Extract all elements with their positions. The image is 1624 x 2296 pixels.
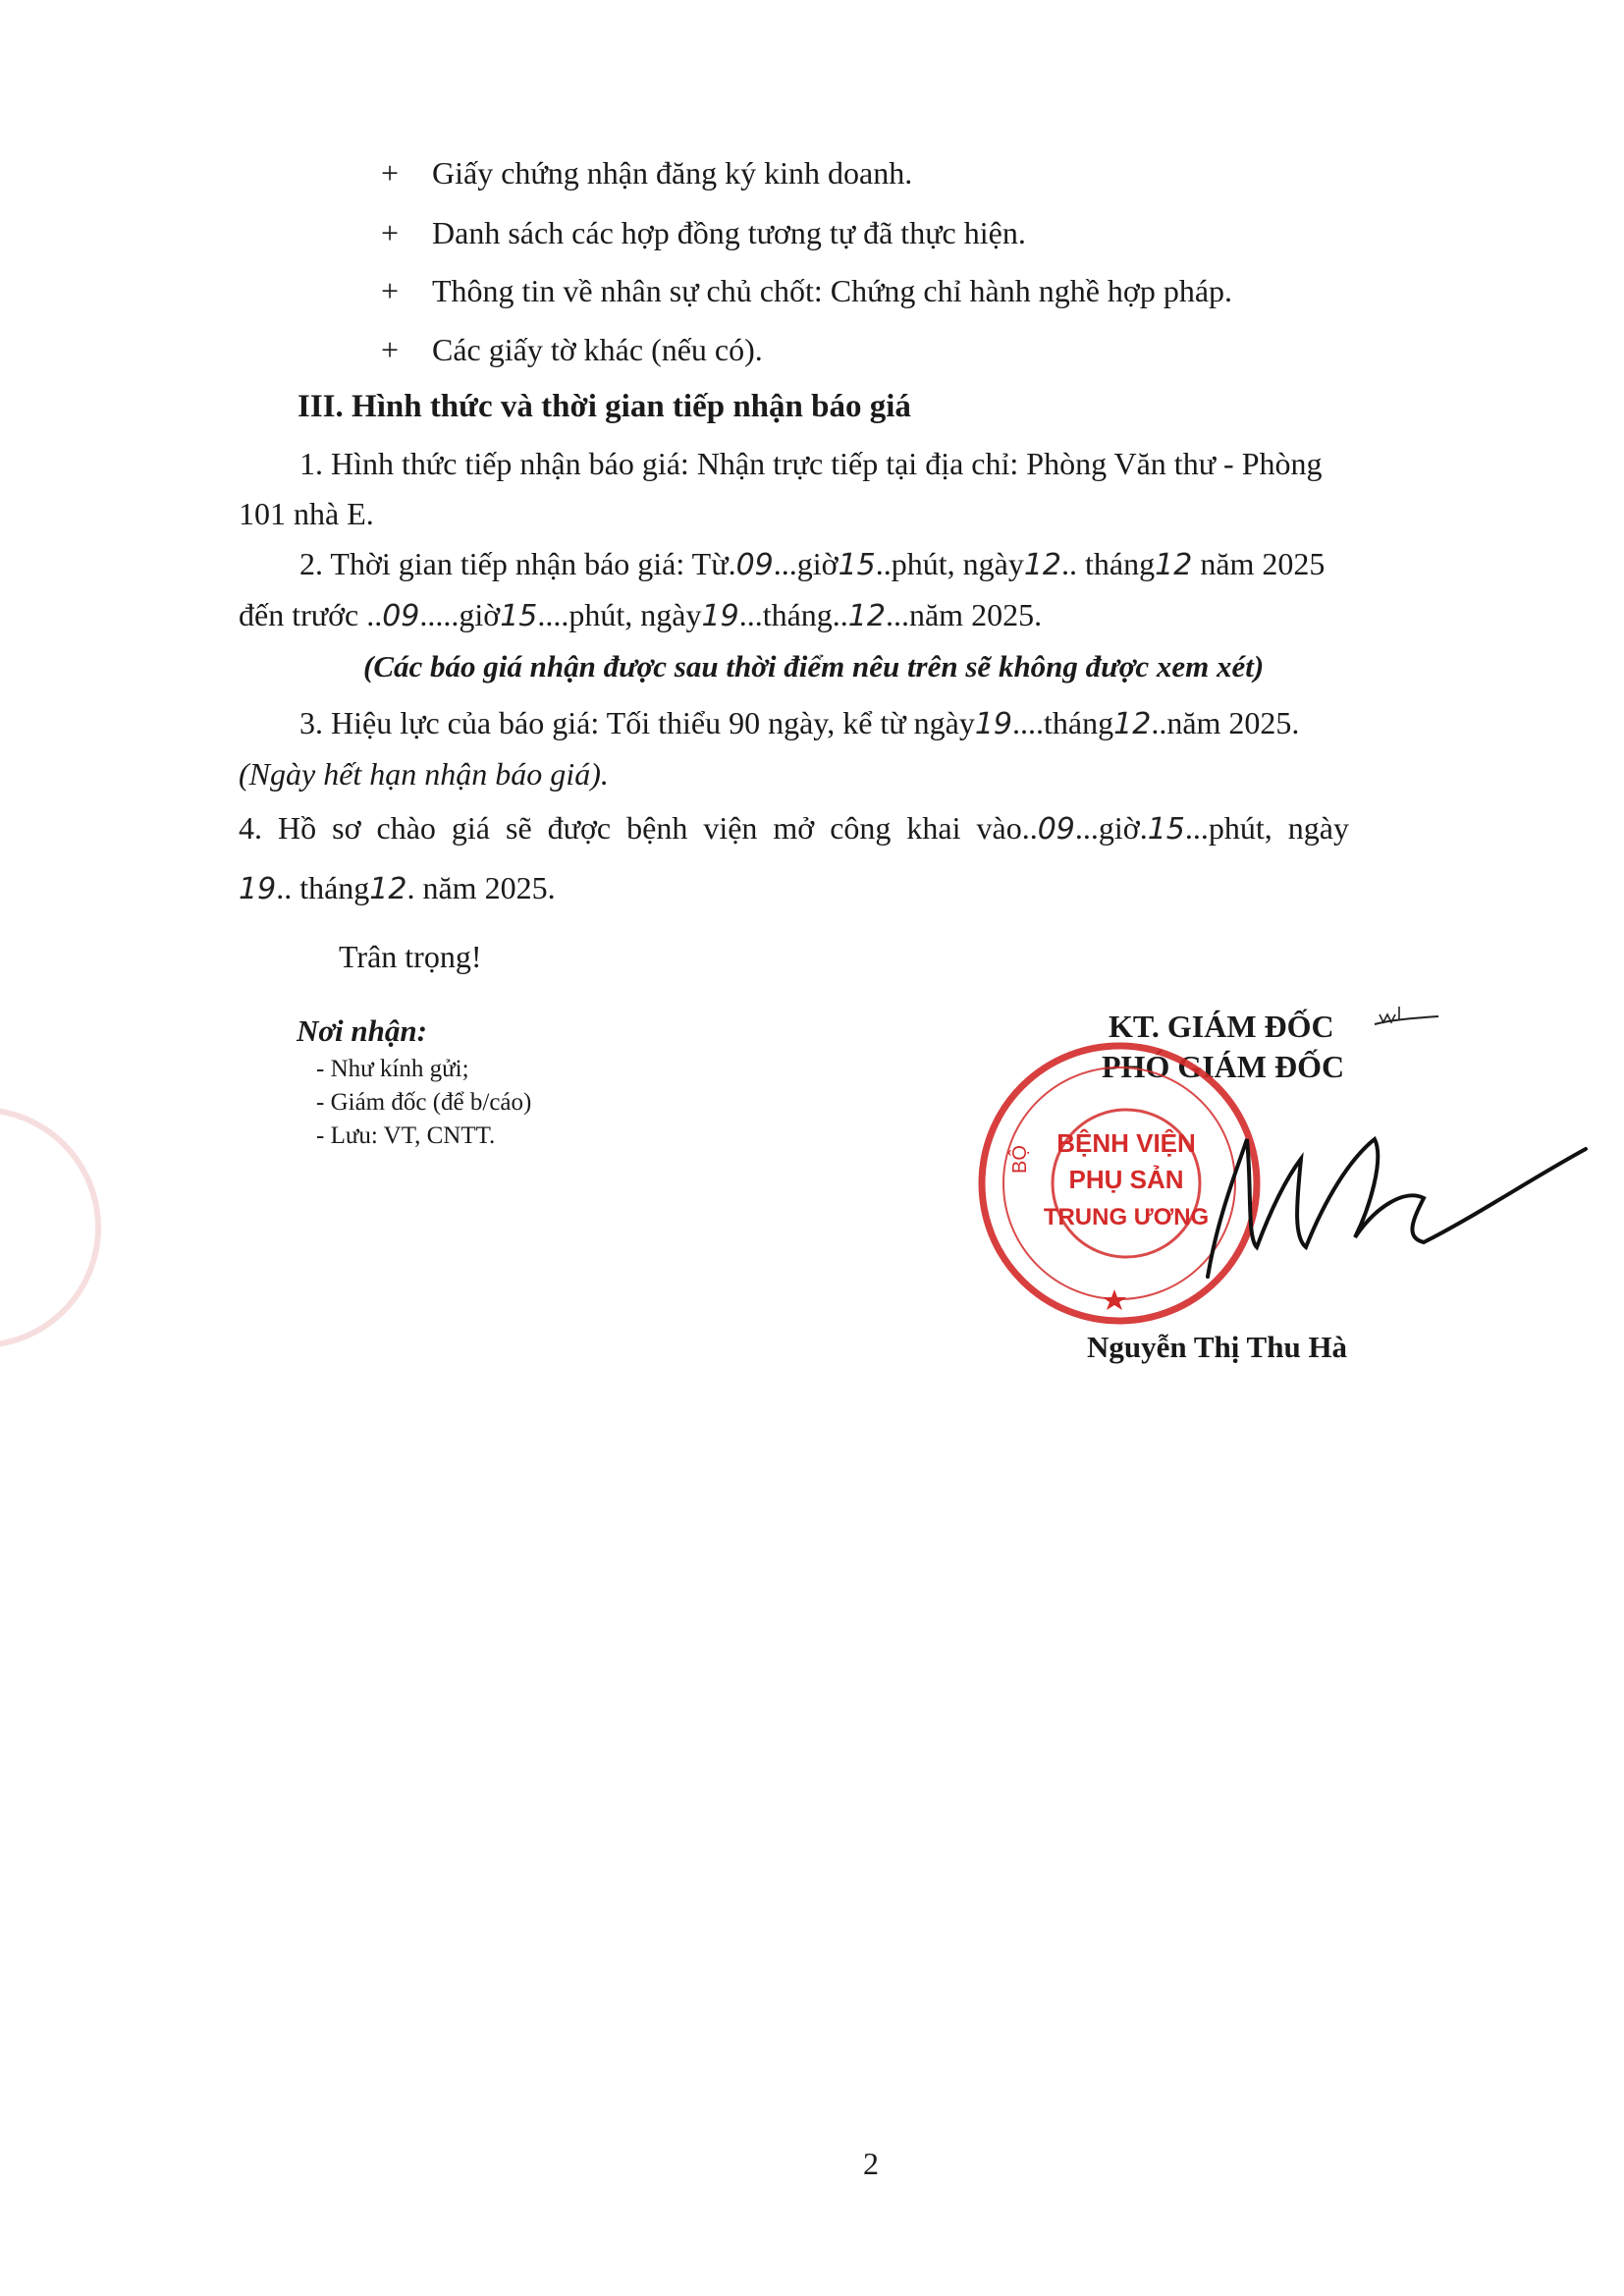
handwritten-month: 12 xyxy=(369,872,407,906)
recipient-item: - Như kính gửi; xyxy=(316,1056,469,1082)
handwritten-month: 12 xyxy=(1155,548,1193,582)
stamp-line-3: TRUNG ƯƠNG xyxy=(1043,1204,1210,1230)
text-run: 4. Hồ sơ chào giá sẽ được bệnh viện mở công khai vào.. xyxy=(239,810,1038,846)
handwritten-day: 19 xyxy=(239,872,277,906)
stamp-line-1: BỆNH VIỆN xyxy=(1056,1128,1196,1158)
text-run: .. tháng xyxy=(276,870,370,905)
text-run: ..phút, ngày xyxy=(875,546,1024,581)
text-run: .....giờ xyxy=(419,597,501,632)
bullet-symbol: + xyxy=(381,215,400,250)
handwritten-day: 19 xyxy=(701,599,739,633)
paragraph-3-line-2: (Ngày hết hạn nhận báo giá). xyxy=(239,756,609,792)
text-run: năm 2025 xyxy=(1192,546,1326,581)
stamp-star-icon xyxy=(1103,1289,1126,1310)
text-run: .. tháng xyxy=(1061,546,1156,581)
recipient-item: - Lưu: VT, CNTT. xyxy=(316,1122,496,1149)
paragraph-2-line-1 xyxy=(299,546,1325,582)
text-run: 3. Hiệu lực của báo giá: Tối thiểu 90 ngày, kể từ ngày xyxy=(299,705,975,740)
handwritten-hour: 09 xyxy=(1037,812,1075,847)
handwritten-day: 12 xyxy=(1023,548,1062,582)
text-run: 2. Thời gian tiếp nhận báo giá: Từ. xyxy=(299,546,736,581)
paragraph-2-line-2 xyxy=(239,597,1042,633)
recipients-title: Nơi nhận: xyxy=(297,1013,427,1048)
text-run: ...tháng.. xyxy=(738,597,848,632)
handwritten-minute: 15 xyxy=(1147,812,1185,847)
text-run: ..năm 2025. xyxy=(1151,705,1300,740)
stamp-line-2: PHỤ SẢN xyxy=(1068,1165,1184,1194)
initial-mark xyxy=(1370,997,1448,1036)
bullet-text: Thông tin về nhân sự chủ chốt: Chứng chỉ hành nghề hợp pháp. xyxy=(432,273,1233,308)
handwritten-day: 19 xyxy=(974,707,1013,741)
text-run: ...phút, ngày xyxy=(1184,810,1349,846)
text-run: ...giờ xyxy=(773,546,839,581)
handwritten-month: 12 xyxy=(1113,707,1152,741)
section-heading: III. Hình thức và thời gian tiếp nhận báo giá xyxy=(298,389,911,424)
text-run: ...năm 2025. xyxy=(885,597,1043,632)
paragraph-1-line-1: 1. Hình thức tiếp nhận báo giá: Nhận trực tiếp tại địa chỉ: Phòng Văn thư - Phòng xyxy=(299,446,1323,481)
bullet-text: Giấy chứng nhận đăng ký kinh doanh. xyxy=(432,155,913,191)
paragraph-1-line-2: 101 nhà E. xyxy=(239,496,374,531)
deadline-note: (Các báo giá nhận được sau thời điểm nêu trên sẽ không được xem xét) xyxy=(363,649,1265,683)
closing-text: Trân trọng! xyxy=(339,939,482,974)
text-run: ....phút, ngày xyxy=(537,597,702,632)
handwritten-month: 12 xyxy=(847,599,886,633)
signer-name: Nguyễn Thị Thu Hà xyxy=(1087,1330,1348,1364)
bullet-text: Danh sách các hợp đồng tương tự đã thực hiện. xyxy=(432,215,1026,250)
handwritten-hour: 09 xyxy=(735,548,774,582)
bullet-symbol: + xyxy=(381,273,400,308)
handwritten-minute: 15 xyxy=(500,599,538,633)
stamp-side-text: BỘ xyxy=(1009,1145,1031,1174)
recipient-item: - Giám đốc (để b/cáo) xyxy=(316,1089,532,1116)
handwritten-minute: 15 xyxy=(838,548,876,582)
page-number: 2 xyxy=(863,2146,879,2181)
text-run: đến trước .. xyxy=(239,597,383,632)
text-run: ...giờ. xyxy=(1074,810,1148,846)
text-run: . năm 2025. xyxy=(406,870,556,905)
bullet-symbol: + xyxy=(381,155,400,191)
faint-seal-fragment xyxy=(0,1080,118,1375)
bullet-symbol: + xyxy=(381,332,400,367)
bullet-text: Các giấy tờ khác (nếu có). xyxy=(432,332,763,367)
text-run: ....tháng xyxy=(1012,705,1114,740)
paragraph-4-line-1 xyxy=(239,810,1349,847)
paragraph-4-line-2 xyxy=(239,870,556,906)
signature-title-line-2: PHÓ GIÁM ĐỐC xyxy=(1102,1049,1345,1084)
handwritten-hour: 09 xyxy=(382,599,420,633)
signature-title-line-1: KT. GIÁM ĐỐC xyxy=(1109,1009,1334,1044)
handwritten-signature xyxy=(1178,1100,1591,1296)
paragraph-3-line-1 xyxy=(299,705,1299,741)
